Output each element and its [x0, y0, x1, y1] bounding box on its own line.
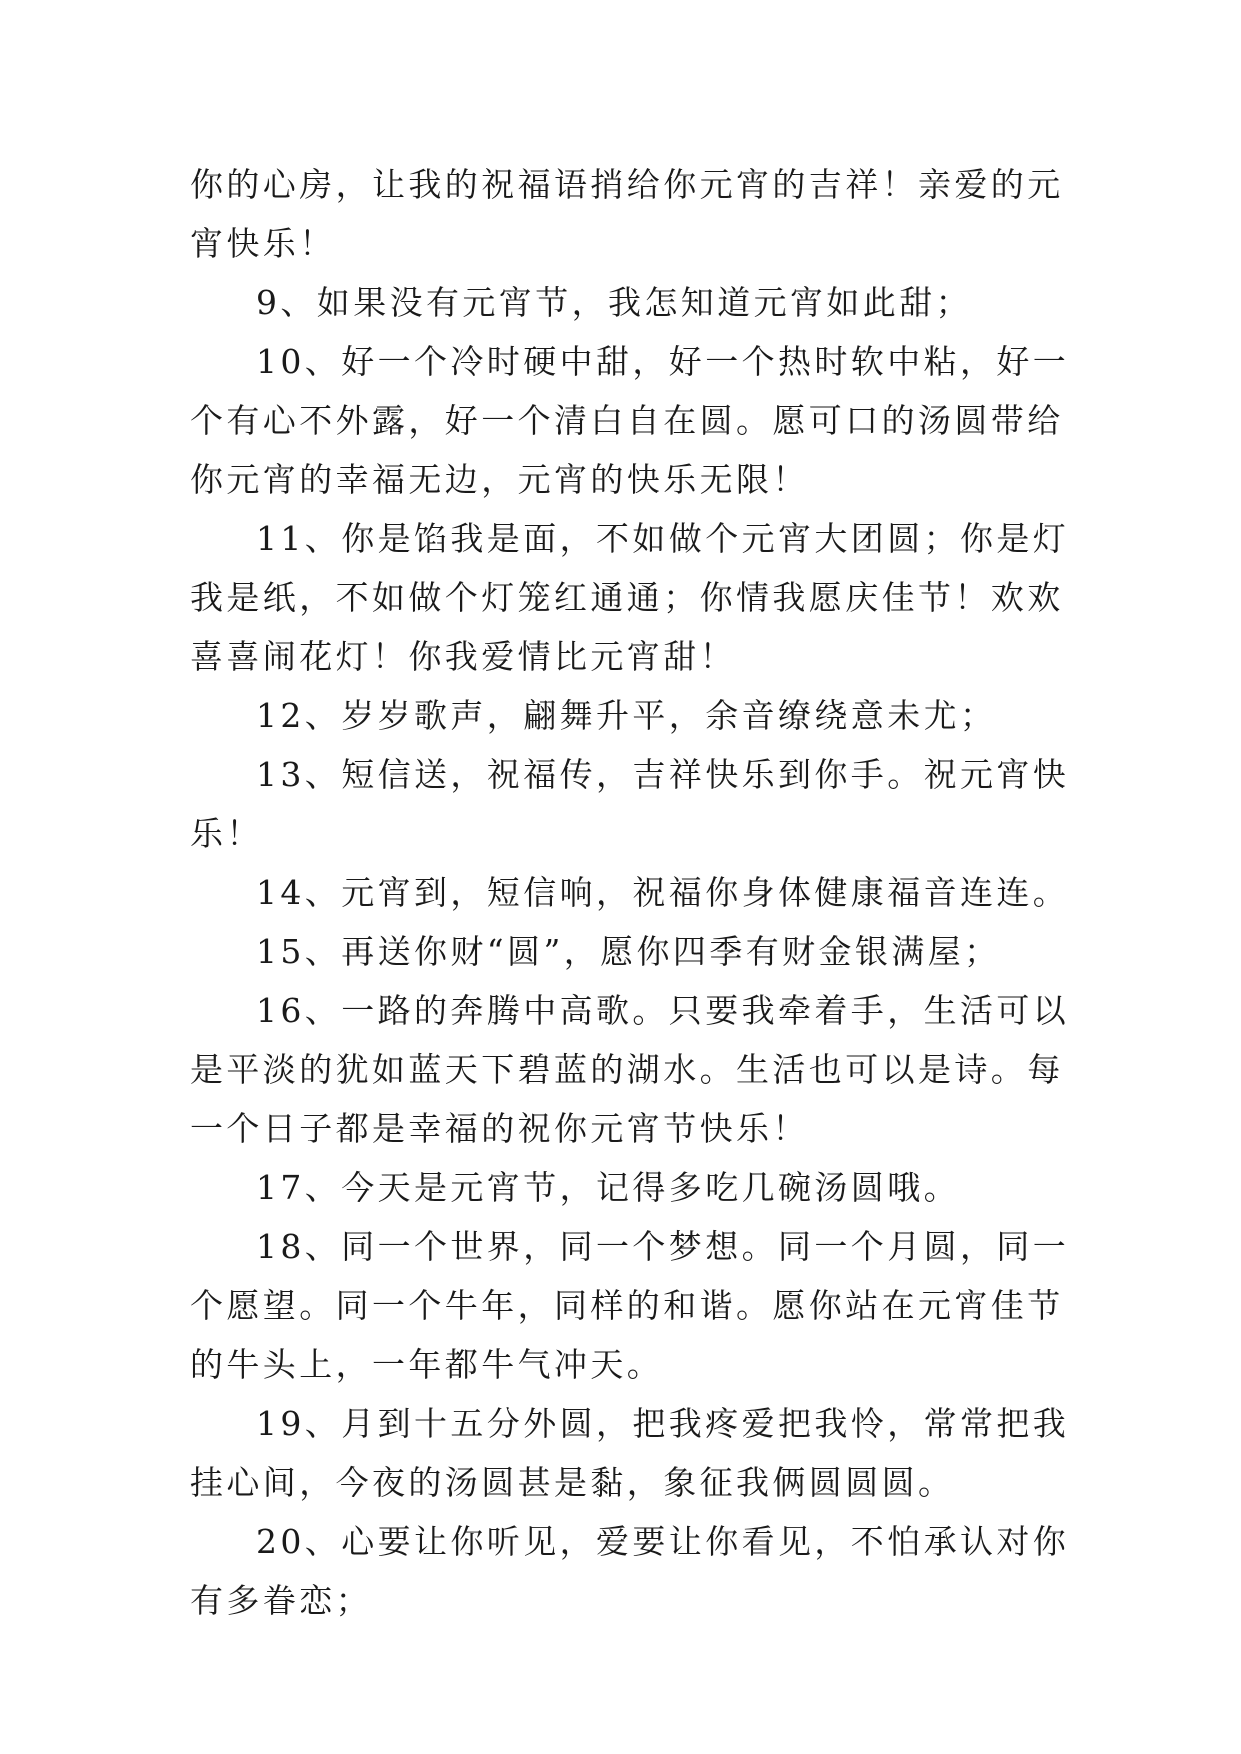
paragraph-item-17: 17、今天是元宵节，记得多吃几碗汤圆哦。	[256, 1168, 960, 1207]
paragraph-item-15: 15、再送你财“圆”，愿你四季有财金银满屋；	[256, 932, 1001, 971]
paragraph-item-13: 13、短信送，祝福传，吉祥快乐到你手。祝元宵快乐！	[190, 755, 1070, 853]
paragraph-item-12: 12、岁岁歌声，翩舞升平，余音缭绕意未尤；	[256, 696, 997, 735]
paragraph-item-14: 14、元宵到，短信响，祝福你身体健康福音连连。	[256, 873, 1070, 912]
paragraph-item-11: 11、你是馅我是面，不如做个元宵大团圆；你是灯我是纸，不如做个灯笼红通通；你情我愿庆佳节！欢欢喜喜闹花灯！你我爱情比元宵甜！	[190, 519, 1070, 676]
paragraph-continuation: 你的心房，让我的祝福语捎给你元宵的吉祥！亲爱的元宵快乐！	[190, 165, 1064, 263]
paragraph-item-20: 20、心要让你听见，爱要让你看见，不怕承认对你有多眷恋；	[190, 1522, 1070, 1620]
paragraph-item-18: 18、同一个世界，同一个梦想。同一个月圆，同一个愿望。同一个牛年，同样的和谐。愿你站在元宵佳节的牛头上，一年都牛气冲天。	[190, 1227, 1070, 1384]
document-body	[190, 155, 1070, 1630]
paragraph-item-19: 19、月到十五分外圆，把我疼爱把我怜，常常把我挂心间，今夜的汤圆甚是黏，象征我俩圆圆圆。	[190, 1404, 1070, 1502]
paragraph-item-10: 10、好一个冷时硬中甜，好一个热时软中粘，好一个有心不外露，好一个清白自在圆。愿可口的汤圆带给你元宵的幸福无边，元宵的快乐无限！	[190, 342, 1070, 499]
paragraph-item-16: 16、一路的奔腾中高歌。只要我牵着手，生活可以是平淡的犹如蓝天下碧蓝的湖水。生活也可以是诗。每一个日子都是幸福的祝你元宵节快乐！	[190, 991, 1070, 1148]
paragraph-item-9: 9、如果没有元宵节，我怎知道元宵如此甜；	[256, 283, 972, 322]
